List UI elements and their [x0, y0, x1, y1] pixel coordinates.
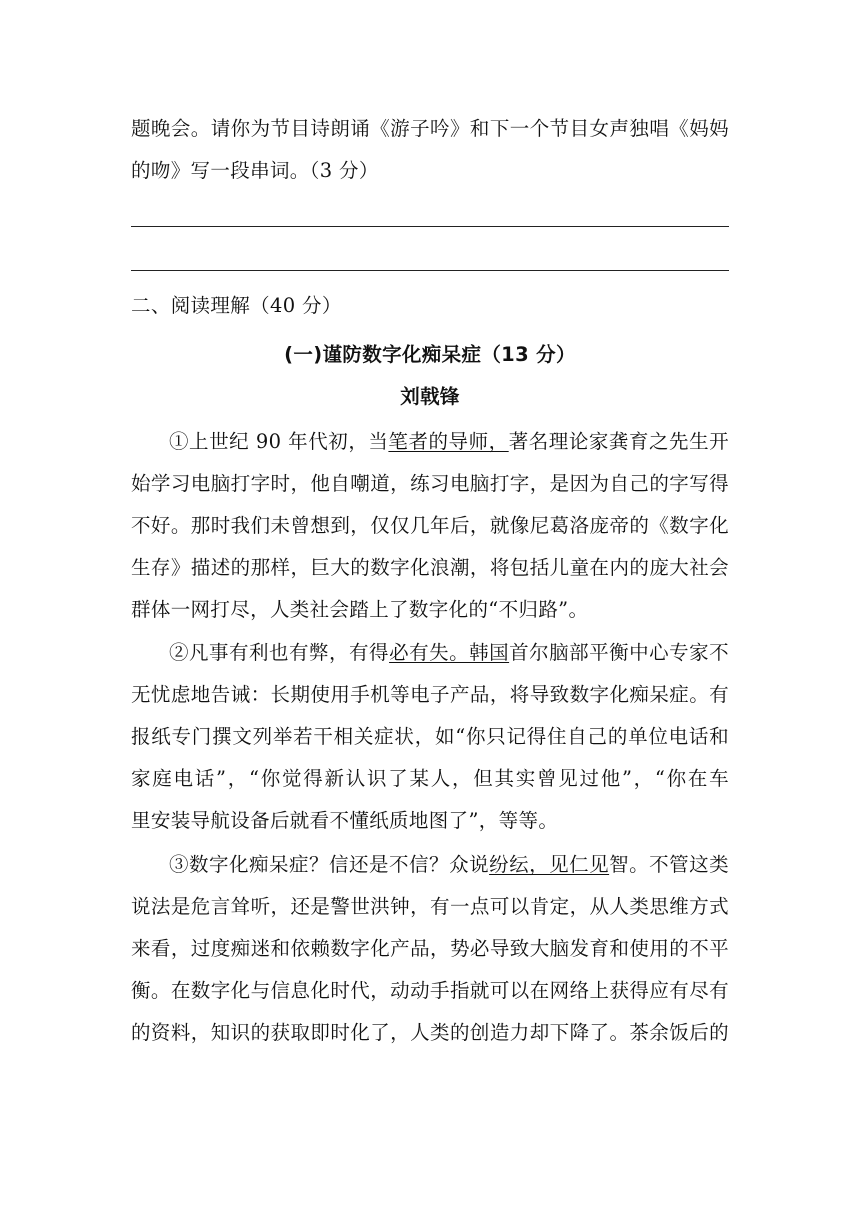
text-run: 智。不管这类: [609, 853, 729, 876]
article-title: (一)谨防数字化痴呆症（13 分）: [284, 343, 576, 366]
question-text-line: 题晚会。请你为节目诗朗诵《游子吟》和下一个节目女声独唱《妈妈: [131, 117, 729, 140]
paragraph-2-line: 无忧虑地告诫：长期使用手机等电子产品，将导致数字化痴呆症。有: [131, 683, 729, 706]
paragraph-3-line: [131, 851, 729, 879]
question-text-line: 的吻》写一段串词。（3 分）: [131, 159, 379, 182]
text-run: 著名理论家龚育之先生开: [508, 430, 729, 453]
underlined-text: 笔者的导师，: [388, 430, 509, 453]
paragraph-3-line: 的资料，知识的获取即时化了，人类的创造力却下降了。茶余饭后的: [131, 1021, 729, 1044]
paragraph-1-line: 群体一网打尽，人类社会踏上了数字化的“不归路”。: [131, 598, 589, 621]
text-run: ①上世纪 90 年代初，当: [169, 430, 389, 453]
underlined-text: 必有失。韩国: [389, 641, 510, 664]
paragraph-2-line: 里安装导航设备后就看不懂纸质地图了”，等等。: [131, 809, 559, 832]
text-run: ②凡事有利也有弊，有得: [169, 641, 390, 664]
section-heading: 二、阅读理解（40 分）: [131, 294, 342, 317]
paragraph-1-line: [131, 428, 729, 456]
paragraph-2-line: 报纸专门撰文列举若干相关症状，如“你只记得住自己的单位电话和: [131, 725, 729, 748]
paragraph-3-line: 衡。在数字化与信息化时代，动动手指就可以在网络上获得应有尽有: [131, 979, 729, 1002]
paragraph-1-line: 始学习电脑打字时，他自嘲道，练习电脑打字，是因为自己的字写得: [131, 472, 729, 495]
paragraph-1-line: 生存》描述的那样，巨大的数字化浪潮，将包括儿童在内的庞大社会: [131, 556, 729, 579]
underlined-text: 纷纭，见仁见: [489, 853, 610, 876]
answer-blank-line[interactable]: [131, 270, 729, 271]
text-run: 首尔脑部平衡中心专家不: [509, 641, 729, 664]
paragraph-3-line: 说法是危言耸听，还是警世洪钟，有一点可以肯定，从人类思维方式: [131, 895, 729, 918]
paragraph-3-line: 来看，过度痴迷和依赖数字化产品，势必导致大脑发育和使用的不平: [131, 937, 729, 960]
paragraph-2-line: [131, 639, 729, 667]
article-author: 刘戟锋: [400, 385, 460, 408]
text-run: ③数字化痴呆症？信还是不信？众说: [169, 853, 490, 876]
paragraph-2-line: 家庭电话”，“你觉得新认识了某人，但其实曾见过他”，“你在车: [131, 767, 729, 790]
paragraph-1-line: 不好。那时我们未曾想到，仅仅几年后，就像尼葛洛庞帝的《数字化: [131, 514, 729, 537]
answer-blank-line[interactable]: [131, 226, 729, 227]
